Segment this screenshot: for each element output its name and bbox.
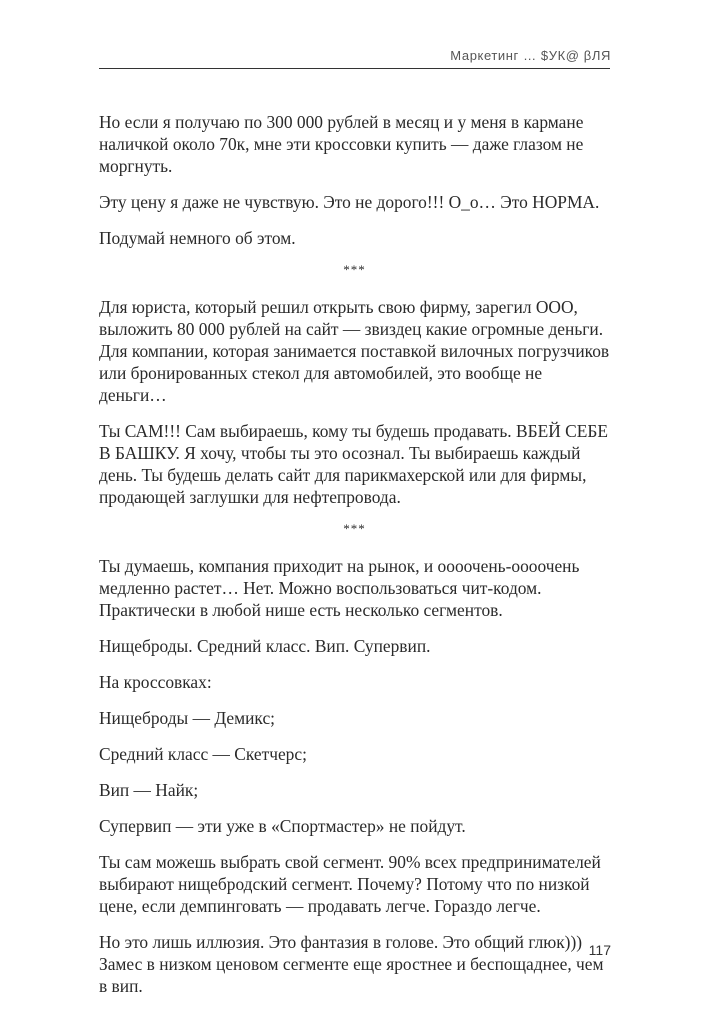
paragraph: Нищеброды. Средний класс. Вип. Супервип.: [99, 636, 431, 656]
paragraph: На кроссовках:: [99, 672, 212, 692]
page-number: 117: [588, 942, 611, 958]
list-line: Вип — Найк;: [99, 780, 199, 800]
header-rule: [99, 68, 610, 69]
section-separator: ***: [343, 262, 366, 277]
paragraph: Но это лишь иллюзия. Это фантазия в голове. Это общий глюк))) Замес в низком ценовом сегменте еще яростнее и беспощаднее, чем в вип.: [99, 932, 604, 996]
paragraph: Подумай немного об этом.: [99, 228, 296, 248]
paragraph: Ты САМ!!! Сам выбираешь, кому ты будешь продавать. ВБЕЙ СЕБЕ В БАШКУ. Я хочу, чтобы ты это осознал. Ты выбираешь каждый день. Ты будешь делать сайт для парикмахерской или для фирмы, продающей заглушки для нефтепровода.: [99, 421, 608, 507]
section-separator: ***: [343, 521, 366, 536]
paragraph: Но если я получаю по 300 000 рублей в месяц и у меня в кармане наличкой около 70к, мне эти кроссовки купить — даже глазом не моргнуть.: [99, 112, 584, 176]
running-header: Маркетинг … $УК@ βЛЯ: [450, 48, 611, 63]
paragraph: Ты думаешь, компания приходит на рынок, и оооочень-оооочень медленно растет… Нет. Можно воспользоваться чит-кодом. Практически в любой нише есть несколько сегментов.: [99, 556, 580, 620]
list-line: Средний класс — Скетчерс;: [99, 744, 307, 764]
list-line: Нищеброды — Демикс;: [99, 708, 276, 728]
paragraph: Ты сам можешь выбрать свой сегмент. 90% всех предпринимателей выбирают нищебродский сегмент. Почему? Потому что по низкой цене, если демпинговать — продавать легче. Гораздо легче.: [99, 852, 601, 916]
paragraph: Для юриста, который решил открыть свою фирму, зарегил ООО, выложить 80 000 рублей на сайт — звиздец какие огромные деньги. Для компании, которая занимается поставкой вилочных погрузчиков или бронированных стекол для автомобилей, это вообще не деньги…: [99, 297, 610, 405]
page-body: [99, 111, 610, 1011]
paragraph: Эту цену я даже не чувствую. Это не дорого!!! О_о… Это НОРМА.: [99, 192, 600, 212]
list-line: Супервип — эти уже в «Спортмастер» не пойдут.: [99, 816, 466, 836]
